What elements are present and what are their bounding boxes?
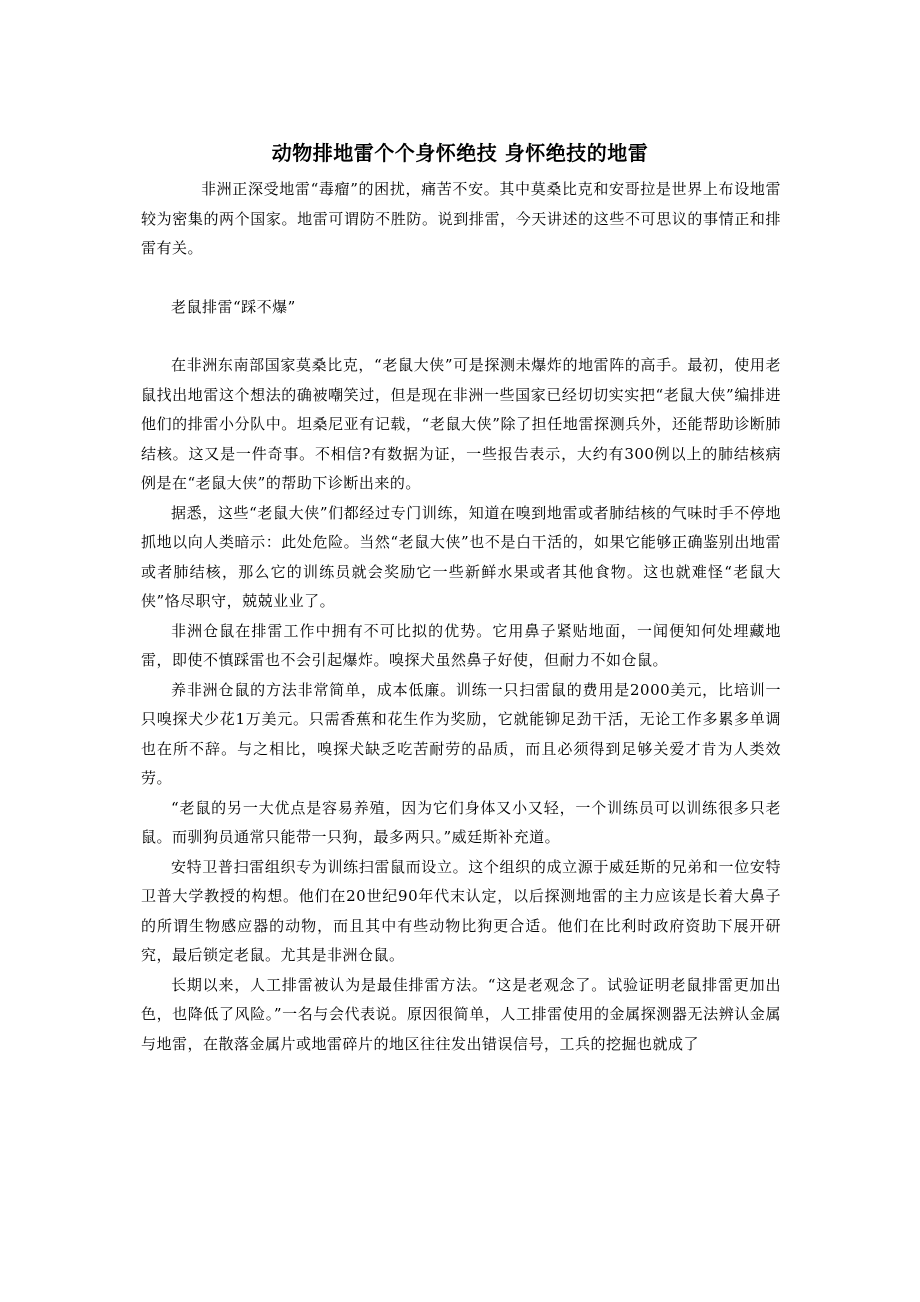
paragraph-5: “老鼠的另一大优点是容易养殖，因为它们身体又小又轻，一个训练员可以训练很多只老鼠。而驯狗员通常只能带一只狗，最多两只。”威廷斯补充道。 — [141, 798, 781, 846]
paragraph-2: 据悉，这些“老鼠大侠”们都经过专门训练，知道在嗅到地雷或者肺结核的气味时手不停地抓地以向人类暗示：此处危险。当然“老鼠大侠”也不是白干活的，如果它能够正确鉴别出地雷或者肺结核，那么它的训练员就会奖励它一些新鲜水果或者其他食物。这也就难怪“老鼠大侠”恪尽职守，兢兢业业了。 — [141, 503, 781, 610]
paragraph-4: 养非洲仓鼠的方法非常简单，成本低廉。训练一只扫雷鼠的费用是2000美元，比培训一只嗅探犬少花1万美元。只需香蕉和花生作为奖励，它就能铆足劲干活，无论工作多累多单调也在所不辞。与之相比，嗅探犬缺乏吃苦耐劳的品质，而且必须得到足够关爱才肯为人类效劳。 — [141, 680, 781, 787]
paragraph-7: 长期以来，人工排雷被认为是最佳排雷方法。“这是老观念了。试验证明老鼠排雷更加出色，也降低了风险。”一名与会代表说。原因很简单，人工排雷使用的金属探测器无法辨认金属与地雷，在散落金属片或地雷碎片的地区往往发出错误信号，工兵的挖掘也就成了 — [141, 975, 781, 1053]
article-body — [141, 175, 781, 1059]
paragraph-6: 安特卫普扫雷组织专为训练扫雷鼠而设立。这个组织的成立源于威廷斯的兄弟和一位安特卫普大学教授的构想。他们在20世纪90年代末认定，以后探测地雷的主力应该是长着大鼻子的所谓生物感应器的动物，而且其中有些动物比狗更合适。他们在比利时政府资助下展开研究，最后锁定老鼠。尤其是非洲仓鼠。 — [141, 857, 781, 964]
paragraph-1: 在非洲东南部国家莫桑比克，“老鼠大侠”可是探测未爆炸的地雷阵的高手。最初，使用老鼠找出地雷这个想法的确被嘲笑过，但是现在非洲一些国家已经切切实实把“老鼠大侠”编排进他们的排雷小分队中。坦桑尼亚有记载，“老鼠大侠”除了担任地雷探测兵外，还能帮助诊断肺结核。这又是一件奇事。不相信?有数据为证，一些报告表示，大约有300例以上的肺结核病例是在“老鼠大侠”的帮助下诊断出来的。 — [141, 356, 781, 492]
paragraph-3: 非洲仓鼠在排雷工作中拥有不可比拟的优势。它用鼻子紧贴地面，一闻便知何处埋藏地雷，即使不慎踩雷也不会引起爆炸。嗅探犬虽然鼻子好使，但耐力不如仓鼠。 — [141, 621, 781, 669]
section-heading: 老鼠排雷“踩不爆” — [171, 297, 296, 316]
page-title: 动物排地雷个个身怀绝技 身怀绝技的地雷 — [271, 141, 649, 166]
intro-paragraph: 非洲正深受地雷“毒瘤”的困扰，痛苦不安。其中莫桑比克和安哥拉是世界上布设地雷较为密集的两个国家。地雷可谓防不胜防。说到排雷，今天讲述的这些不可思议的事情正和排雷有关。 — [141, 180, 781, 257]
